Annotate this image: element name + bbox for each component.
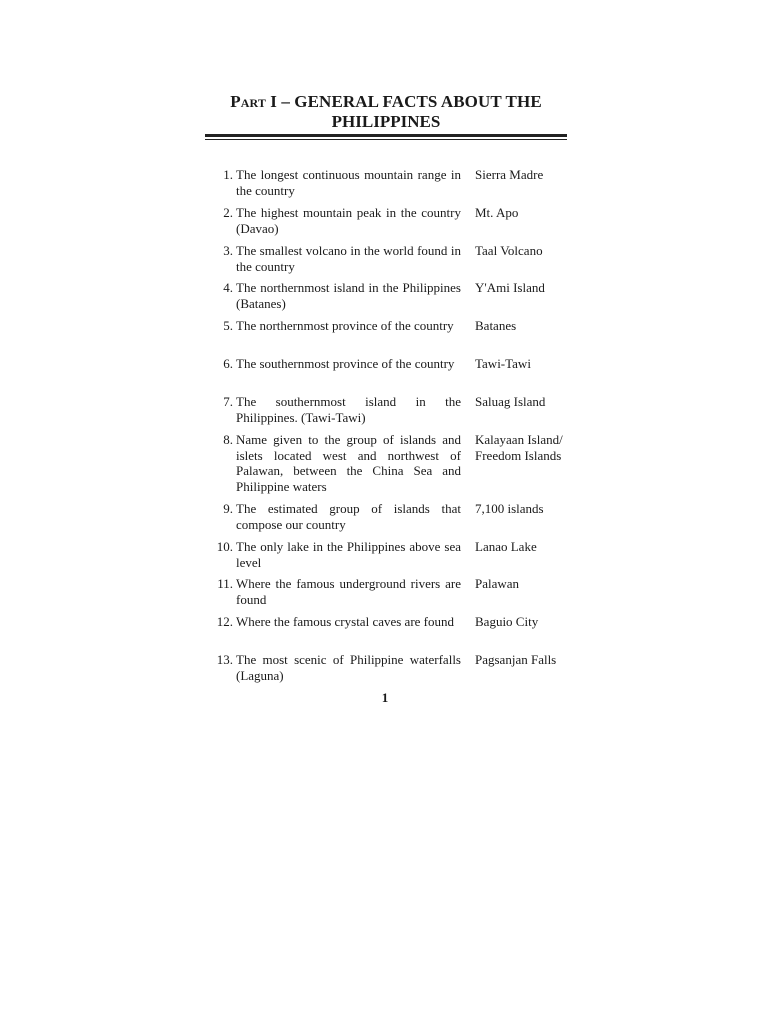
fact-question: The highest mountain peak in the country (Davao) <box>236 205 461 236</box>
fact-number: 13. <box>216 652 233 667</box>
fact-answer: Mt. Apo <box>475 205 519 220</box>
fact-question: Where the famous underground rivers are found <box>236 576 461 607</box>
fact-number: 12. <box>216 614 233 629</box>
fact-number: 9. <box>223 501 233 516</box>
page-number: 1 <box>381 690 389 705</box>
fact-question: The southernmost island in the Philippines. (Tawi-Tawi) <box>236 394 461 425</box>
header-rule-thin <box>205 139 567 140</box>
fact-question: The northernmost province of the country <box>236 318 454 333</box>
fact-number: 2. <box>223 205 233 220</box>
fact-question: The only lake in the Philippines above sea level <box>236 539 461 570</box>
fact-answer: Palawan <box>475 576 520 591</box>
fact-number: 11. <box>217 576 233 591</box>
fact-answer: Taal Volcano <box>475 243 543 258</box>
fact-question: Name given to the group of islands and islets located west and northwest of Palawan, between the China Sea and Philippine waters <box>236 432 461 494</box>
fact-question: The longest continuous mountain range in the country <box>236 167 461 198</box>
fact-question: The smallest volcano in the world found in the country <box>236 243 461 274</box>
fact-answer: Batanes <box>475 318 517 333</box>
fact-answer: Kalayaan Island/ Freedom Islands <box>475 432 563 463</box>
fact-number: 1. <box>223 167 233 182</box>
fact-question: The southernmost province of the country <box>236 356 455 371</box>
fact-answer: Lanao Lake <box>475 539 537 554</box>
fact-answer: Saluag Island <box>475 394 546 409</box>
fact-number: 7. <box>223 394 233 409</box>
fact-question: The most scenic of Philippine waterfalls (Laguna) <box>236 652 461 683</box>
fact-question: The estimated group of islands that compose our country <box>236 501 461 532</box>
title-rest: – GENERAL FACTS ABOUT THE <box>277 92 542 111</box>
fact-question: The northernmost island in the Philippines (Batanes) <box>236 280 461 311</box>
fact-number: 6. <box>223 356 233 371</box>
fact-number: 4. <box>223 280 233 295</box>
part-label: Part I <box>230 92 277 111</box>
fact-number: 10. <box>216 539 233 554</box>
fact-number: 3. <box>223 243 233 258</box>
title-line-2: PHILIPPINES <box>331 112 441 131</box>
fact-answer: Baguio City <box>475 614 539 629</box>
fact-question: Where the famous crystal caves are found <box>236 614 455 629</box>
fact-number: 8. <box>223 432 233 447</box>
fact-answer: 7,100 islands <box>475 501 544 516</box>
title-line-1 <box>205 92 567 112</box>
page-header <box>205 92 567 132</box>
fact-answer: Pagsanjan Falls <box>475 652 557 667</box>
fact-answer: Tawi-Tawi <box>475 356 531 371</box>
fact-answer: Y'Ami Island <box>475 280 545 295</box>
fact-answer: Sierra Madre <box>475 167 544 182</box>
header-rule-thick <box>205 134 567 137</box>
fact-number: 5. <box>223 318 233 333</box>
